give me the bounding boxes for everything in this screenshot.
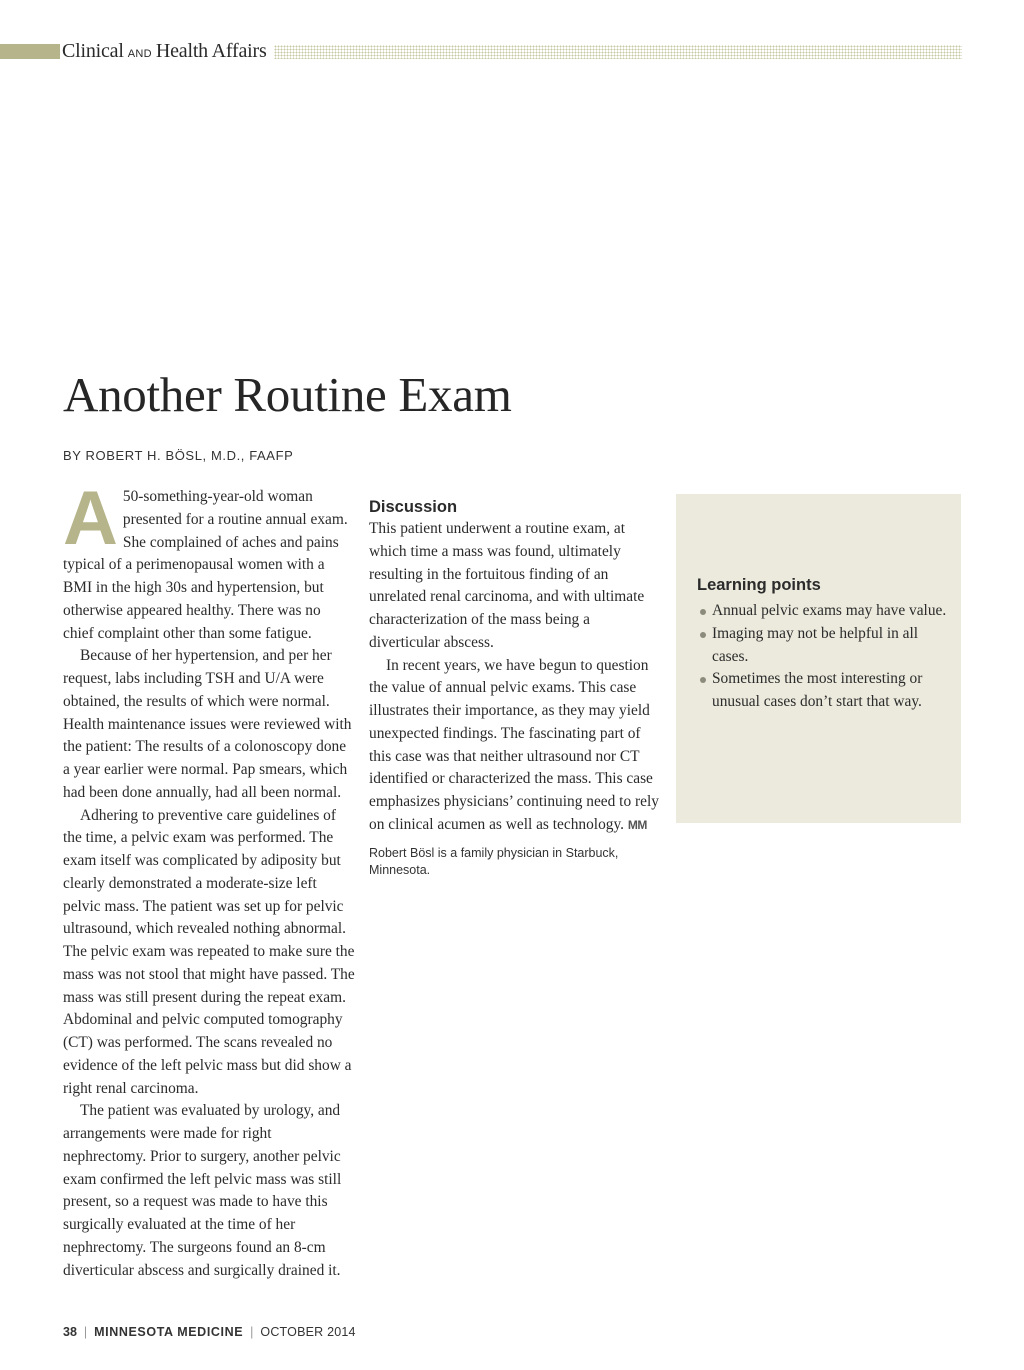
bullet-icon bbox=[700, 632, 706, 638]
header-dot-pattern bbox=[274, 45, 962, 59]
article-byline: BY ROBERT H. BÖSL, M.D., FAAFP bbox=[63, 448, 294, 463]
paragraph-1-text: 50-something-year-old woman presented for a routine annual exam. She complained of aches and pains typical of a perimenopausal women with a BMI in the high 30s and hypertension, but otherwise appeared healthy. There was no chief complaint other than some fatigue. bbox=[63, 488, 348, 642]
discussion-heading: Discussion bbox=[369, 498, 458, 516]
header-accent-bar bbox=[0, 44, 60, 59]
paragraph-4: The patient was evaluated by urology, and arrangements were made for right nephrectomy. Prior to surgery, another pelvic exam confirmed the left pelvic mass was still present, so a request was made to have this surgically evaluated at the time of her nephrectomy. The surgeons found an 8-cm diverticular abscess and surgically drained it. bbox=[63, 1102, 342, 1279]
article-column-1 bbox=[63, 476, 355, 1282]
discussion-paragraph-1: This patient underwent a routine exam, at which time a mass was found, ultimately resulting in the fortuitous finding of an unrelated renal carcinoma, and with ultimate characterization of the mass being a diverticular abscess. bbox=[369, 520, 645, 651]
page-footer bbox=[63, 1325, 356, 1339]
footer-separator: | bbox=[83, 1325, 88, 1339]
section-name-clinical: Clinical bbox=[62, 40, 124, 62]
learning-point: Sometimes the most interesting or unusual cases don’t start that way. bbox=[697, 668, 947, 714]
magazine-name: MINNESOTA MEDICINE bbox=[94, 1325, 244, 1339]
footer-separator: | bbox=[250, 1325, 254, 1339]
learning-point: Imaging may not be helpful in all cases. bbox=[697, 623, 947, 669]
bullet-icon bbox=[700, 609, 706, 615]
article-column-2 bbox=[369, 486, 661, 879]
article-title: Another Routine Exam bbox=[63, 367, 512, 422]
author-bio: Robert Bösl is a family physician in Starbuck, Minnesota. bbox=[369, 845, 619, 877]
section-header bbox=[62, 40, 267, 63]
section-name-and: AND bbox=[127, 48, 152, 60]
learning-point: Annual pelvic exams may have value. bbox=[697, 600, 947, 623]
learning-points-heading: Learning points bbox=[697, 576, 821, 594]
learning-points-list bbox=[697, 600, 947, 714]
paragraph-3: Adhering to preventive care guidelines of the time, a pelvic exam was performed. The exam itself was complicated by adiposity but clearly demonstrated a moderate-size left pelvic mass. The patient was set up for pelvic ultrasound, which revealed nothing abnormal. The pelvic exam was repeated to make sure the mass was not stool that might have passed. The mass was still present during the repeat exam. Abdominal and pelvic computed tomography (CT) was performed. The scans revealed no evidence of the left pelvic mass but did show a right renal carcinoma. bbox=[63, 806, 355, 1097]
issue-date: OCTOBER 2014 bbox=[260, 1325, 356, 1339]
paragraph-2: Because of her hypertension, and per her request, labs including TSH and U/A were obtained, the results of which were normal. Health maintenance issues were reviewed with the patient: The results of a colonoscopy done a year earlier were normal. Pap smears, which had been done annually, had all been normal. bbox=[63, 647, 352, 801]
end-mark: MM bbox=[627, 817, 647, 832]
section-name-health-affairs: Health Affairs bbox=[155, 40, 267, 62]
discussion-paragraph-2 bbox=[369, 655, 661, 837]
bullet-icon bbox=[700, 677, 706, 683]
discussion-paragraph-2-text: In recent years, we have begun to question the value of annual pelvic exams. This case illustrates their importance, as they may yield unexpected findings. The fascinating part of this case was that neither ultrasound nor CT identified or characterized the mass. This case emphasizes physicians’ continuing need to rely on clinical acumen as well as technology. bbox=[369, 656, 659, 833]
learning-points-box bbox=[676, 494, 961, 823]
drop-cap: A bbox=[63, 476, 118, 561]
paragraph-1 bbox=[63, 476, 355, 645]
page-number: 38 bbox=[63, 1325, 77, 1339]
